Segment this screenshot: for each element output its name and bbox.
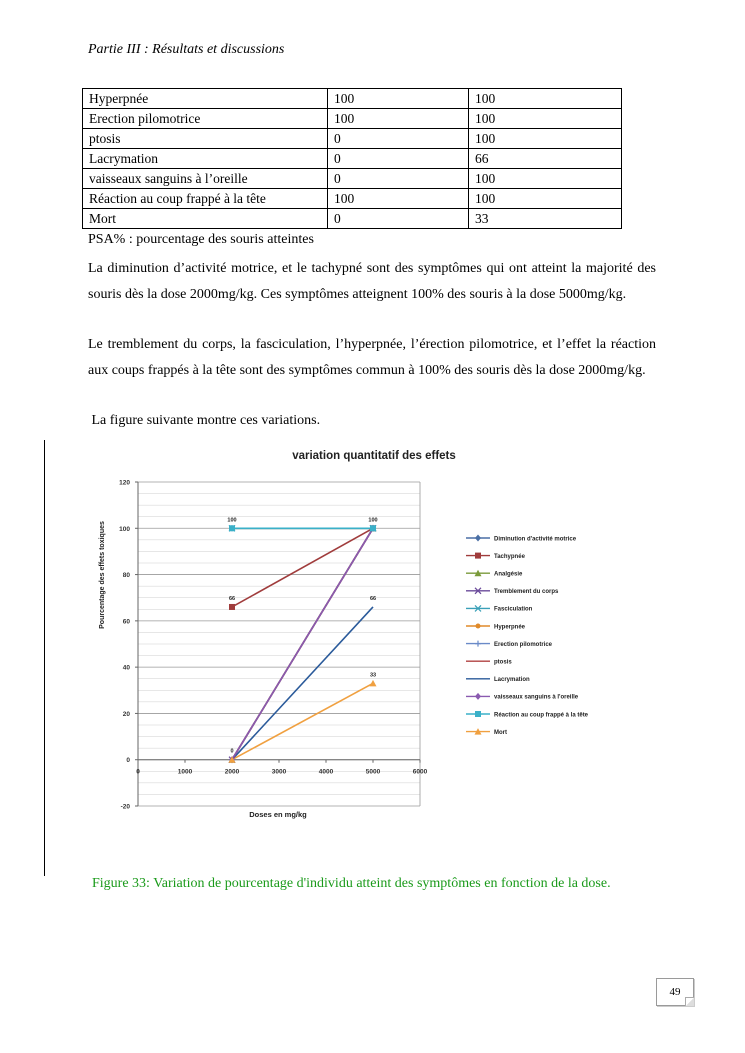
- legend-label: vaisseaux sanguins à l'oreille: [494, 694, 579, 701]
- table-row: [83, 189, 622, 209]
- table-cell: Réaction au coup frappé à la tête: [83, 189, 328, 209]
- line-chart: [86, 440, 646, 860]
- table-row: [83, 209, 622, 229]
- legend-label: Erection pilomotrice: [494, 641, 553, 648]
- data-label: 0: [230, 748, 234, 755]
- table-cell: 66: [469, 149, 622, 169]
- data-label: 33: [369, 672, 377, 679]
- table-row: [83, 129, 622, 149]
- series-point: [475, 641, 481, 647]
- table-row: [83, 109, 622, 129]
- table-cell: 0: [328, 169, 469, 189]
- series-point: [475, 693, 481, 700]
- table-cell: 0: [328, 209, 469, 229]
- paragraph-2: Le tremblement du corps, la fasciculation, l’hyperpnée, l’érection pilomotrice, et l’effet la réaction aux coups frappés à la tête sont des symptômes commun à 100% des souris dès la dose 2000mg/kg.: [88, 337, 656, 378]
- psa-note: PSA% : pourcentage des souris atteintes: [88, 232, 314, 247]
- table-cell: 100: [469, 109, 622, 129]
- legend-label: ptosis: [494, 659, 512, 666]
- series-point: [476, 624, 481, 629]
- page-header: Partie III : Résultats et discussions: [88, 42, 285, 57]
- table-cell: 0: [328, 149, 469, 169]
- series-point: [229, 604, 235, 610]
- series-point: [229, 525, 235, 531]
- table-cell: 33: [469, 209, 622, 229]
- y-tick-label: 0: [126, 757, 130, 765]
- x-tick-label: 3000: [271, 768, 287, 776]
- data-label: 100: [227, 517, 237, 524]
- x-tick-label: 2000: [224, 768, 240, 776]
- table-row: [83, 89, 622, 109]
- table-cell: 100: [469, 189, 622, 209]
- table-cell: 0: [328, 129, 469, 149]
- y-tick-label: 40: [122, 664, 130, 672]
- legend-label: Lacrymation: [494, 677, 530, 684]
- table-cell: Lacrymation: [83, 149, 328, 169]
- chart-ylabel: Pourcentage des effets toxiques: [99, 521, 106, 629]
- legend-label: Hyperpnée: [494, 624, 526, 631]
- chart-xlabel: Doses en mg/kg: [249, 810, 307, 819]
- series-point: [475, 711, 481, 717]
- table-cell: vaisseaux sanguins à l’oreille: [83, 169, 328, 189]
- x-tick-label: 0: [136, 768, 140, 776]
- legend-label: Tremblement du corps: [494, 589, 559, 596]
- legend-label: Fasciculation: [494, 606, 533, 613]
- table-cell: 100: [328, 109, 469, 129]
- y-tick-label: 120: [119, 479, 130, 487]
- data-label: 66: [369, 595, 377, 602]
- legend-label: Diminution d'activité motrice: [494, 536, 577, 543]
- y-tick-label: -20: [120, 803, 130, 811]
- table-cell: 100: [328, 189, 469, 209]
- series-point: [475, 553, 481, 559]
- table-cell: 100: [469, 129, 622, 149]
- table-cell: 100: [328, 89, 469, 109]
- series-point: [475, 535, 481, 542]
- table-cell: ptosis: [83, 129, 328, 149]
- page-number: 49: [656, 978, 694, 1006]
- figure-caption: Figure 33: Variation de pourcentage d'individu atteint des symptômes en fonction de la dose.: [92, 876, 611, 891]
- toxicity-table: [82, 88, 622, 229]
- paragraph-1: La diminution d’activité motrice, et le tachypné sont des symptômes qui ont atteint la majorité des souris dès la dose 2000mg/kg. Ces symptômes atteignent 100% des souris à la dose 5000mg/kg.: [88, 261, 656, 302]
- x-tick-label: 4000: [318, 768, 334, 776]
- y-tick-label: 20: [122, 710, 130, 718]
- y-tick-label: 80: [122, 572, 130, 580]
- data-label: 100: [368, 517, 378, 524]
- table-cell: Mort: [83, 209, 328, 229]
- table-cell: Hyperpnée: [83, 89, 328, 109]
- table-row: [83, 169, 622, 189]
- legend-label: Tachypnée: [494, 553, 525, 560]
- series-point: [370, 525, 376, 531]
- table-cell: 100: [469, 89, 622, 109]
- legend-label: Réaction au coup frappé à la tête: [494, 712, 589, 719]
- chart-title: variation quantitatif des effets: [292, 450, 456, 462]
- y-tick-label: 100: [119, 525, 130, 533]
- y-tick-label: 60: [122, 618, 130, 626]
- margin-rule: [44, 440, 45, 876]
- series-point: [370, 680, 377, 687]
- x-tick-label: 5000: [365, 768, 381, 776]
- x-tick-label: 6000: [412, 768, 428, 776]
- paragraph-3: La figure suivante montre ces variations.: [88, 413, 321, 428]
- table-cell: Erection pilomotrice: [83, 109, 328, 129]
- chart-container: [86, 440, 646, 865]
- legend-label: Mort: [494, 729, 507, 736]
- legend-label: Analgésie: [494, 571, 523, 578]
- table-cell: 100: [469, 169, 622, 189]
- x-tick-label: 1000: [177, 768, 193, 776]
- table-row: [83, 149, 622, 169]
- data-label: 66: [228, 595, 236, 602]
